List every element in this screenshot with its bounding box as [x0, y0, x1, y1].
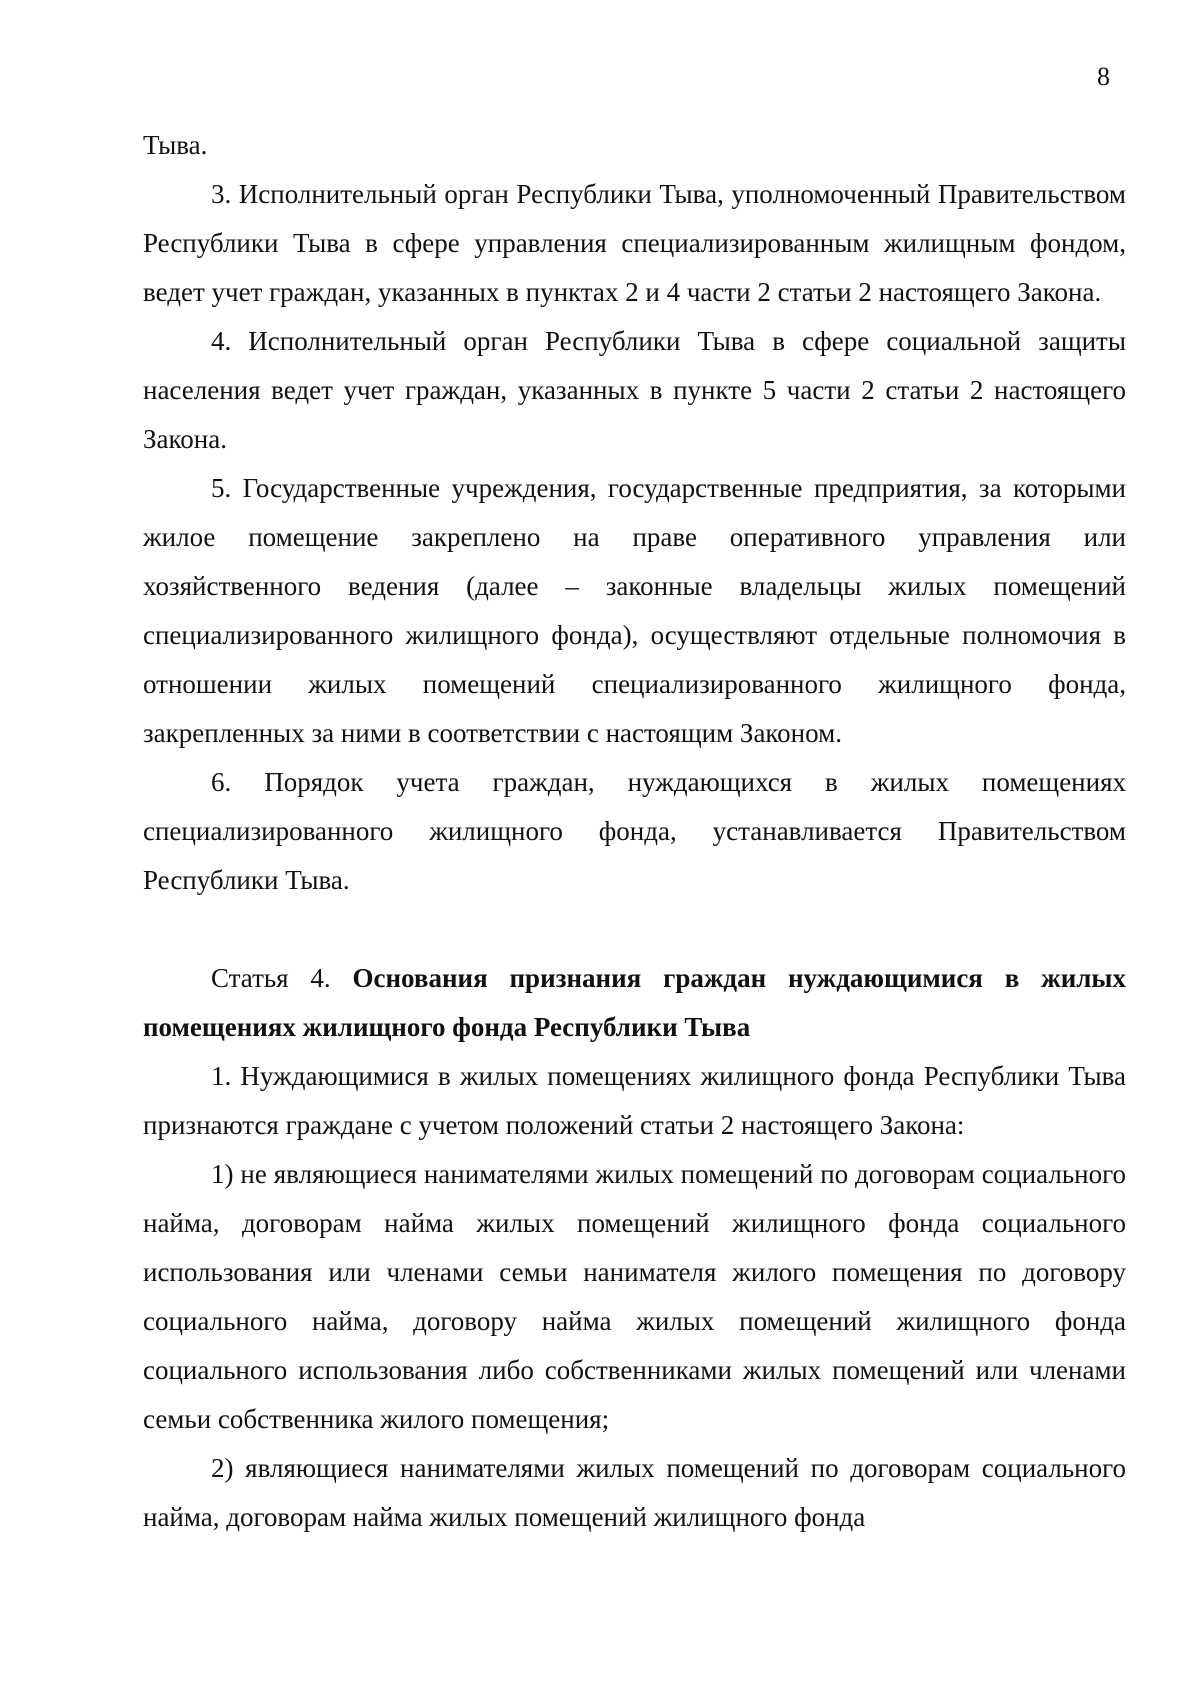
document-body — [143, 121, 1126, 1542]
section-spacer — [143, 905, 1126, 954]
paragraph-item-3: 3. Исполнительный орган Республики Тыва, уполномоченный Правительством Республики Тыва в сфере управления специализированным жилищным фондом, ведет учет граждан, указанных в пунктах 2 и 4 части 2 статьи 2 настоящего Закона. — [143, 179, 1126, 307]
paragraph-item-4: 4. Исполнительный орган Республики Тыва в сфере социальной защиты населения ведет учет граждан, указанных в пункте 5 части 2 статьи 2 настоящего Закона. — [143, 326, 1126, 454]
article-subitem-2: 2) являющиеся нанимателями жилых помещений по договорам социального найма, договорам найма жилых помещений жилищного фонда — [143, 1453, 1126, 1532]
paragraph-item-6: 6. Порядок учета граждан, нуждающихся в жилых помещениях специализированного жилищного фонда, устанавливается Правительством Республики Тыва. — [143, 767, 1126, 895]
paragraph-continuation: Тыва. — [143, 130, 208, 160]
article-heading — [143, 954, 1126, 1052]
article-paragraph-1: 1. Нуждающимися в жилых помещениях жилищного фонда Республики Тыва признаются граждане с учетом положений статьи 2 настоящего Закона: — [143, 1061, 1126, 1140]
paragraph-item-5: 5. Государственные учреждения, государственные предприятия, за которыми жилое помещение закреплено на праве оперативного управления или хозяйственного ведения (далее – законные владельцы жилых помещений специализированного жилищного фонда), осуществляют отдельные полномочия в отношении жилых помещений специализированного жилищного фонда, закрепленных за ними в соответствии с настоящим Законом. — [143, 473, 1126, 748]
page-number: 8 — [1097, 62, 1110, 91]
article-subitem-1: 1) не являющиеся нанимателями жилых помещений по договорам социального найма, договорам найма жилых помещений жилищного фонда социального использования или членами семьи нанимателя жилого помещения по договору социального найма, договору найма жилых помещений жилищного фонда социального использования либо собственниками жилых помещений или членами семьи собственника жилого помещения; — [143, 1159, 1126, 1434]
article-label: Статья 4. — [211, 963, 331, 993]
article-title: Основания признания граждан нуждающимися в жилых помещениях жилищного фонда Республики Тыва — [143, 963, 1126, 1042]
